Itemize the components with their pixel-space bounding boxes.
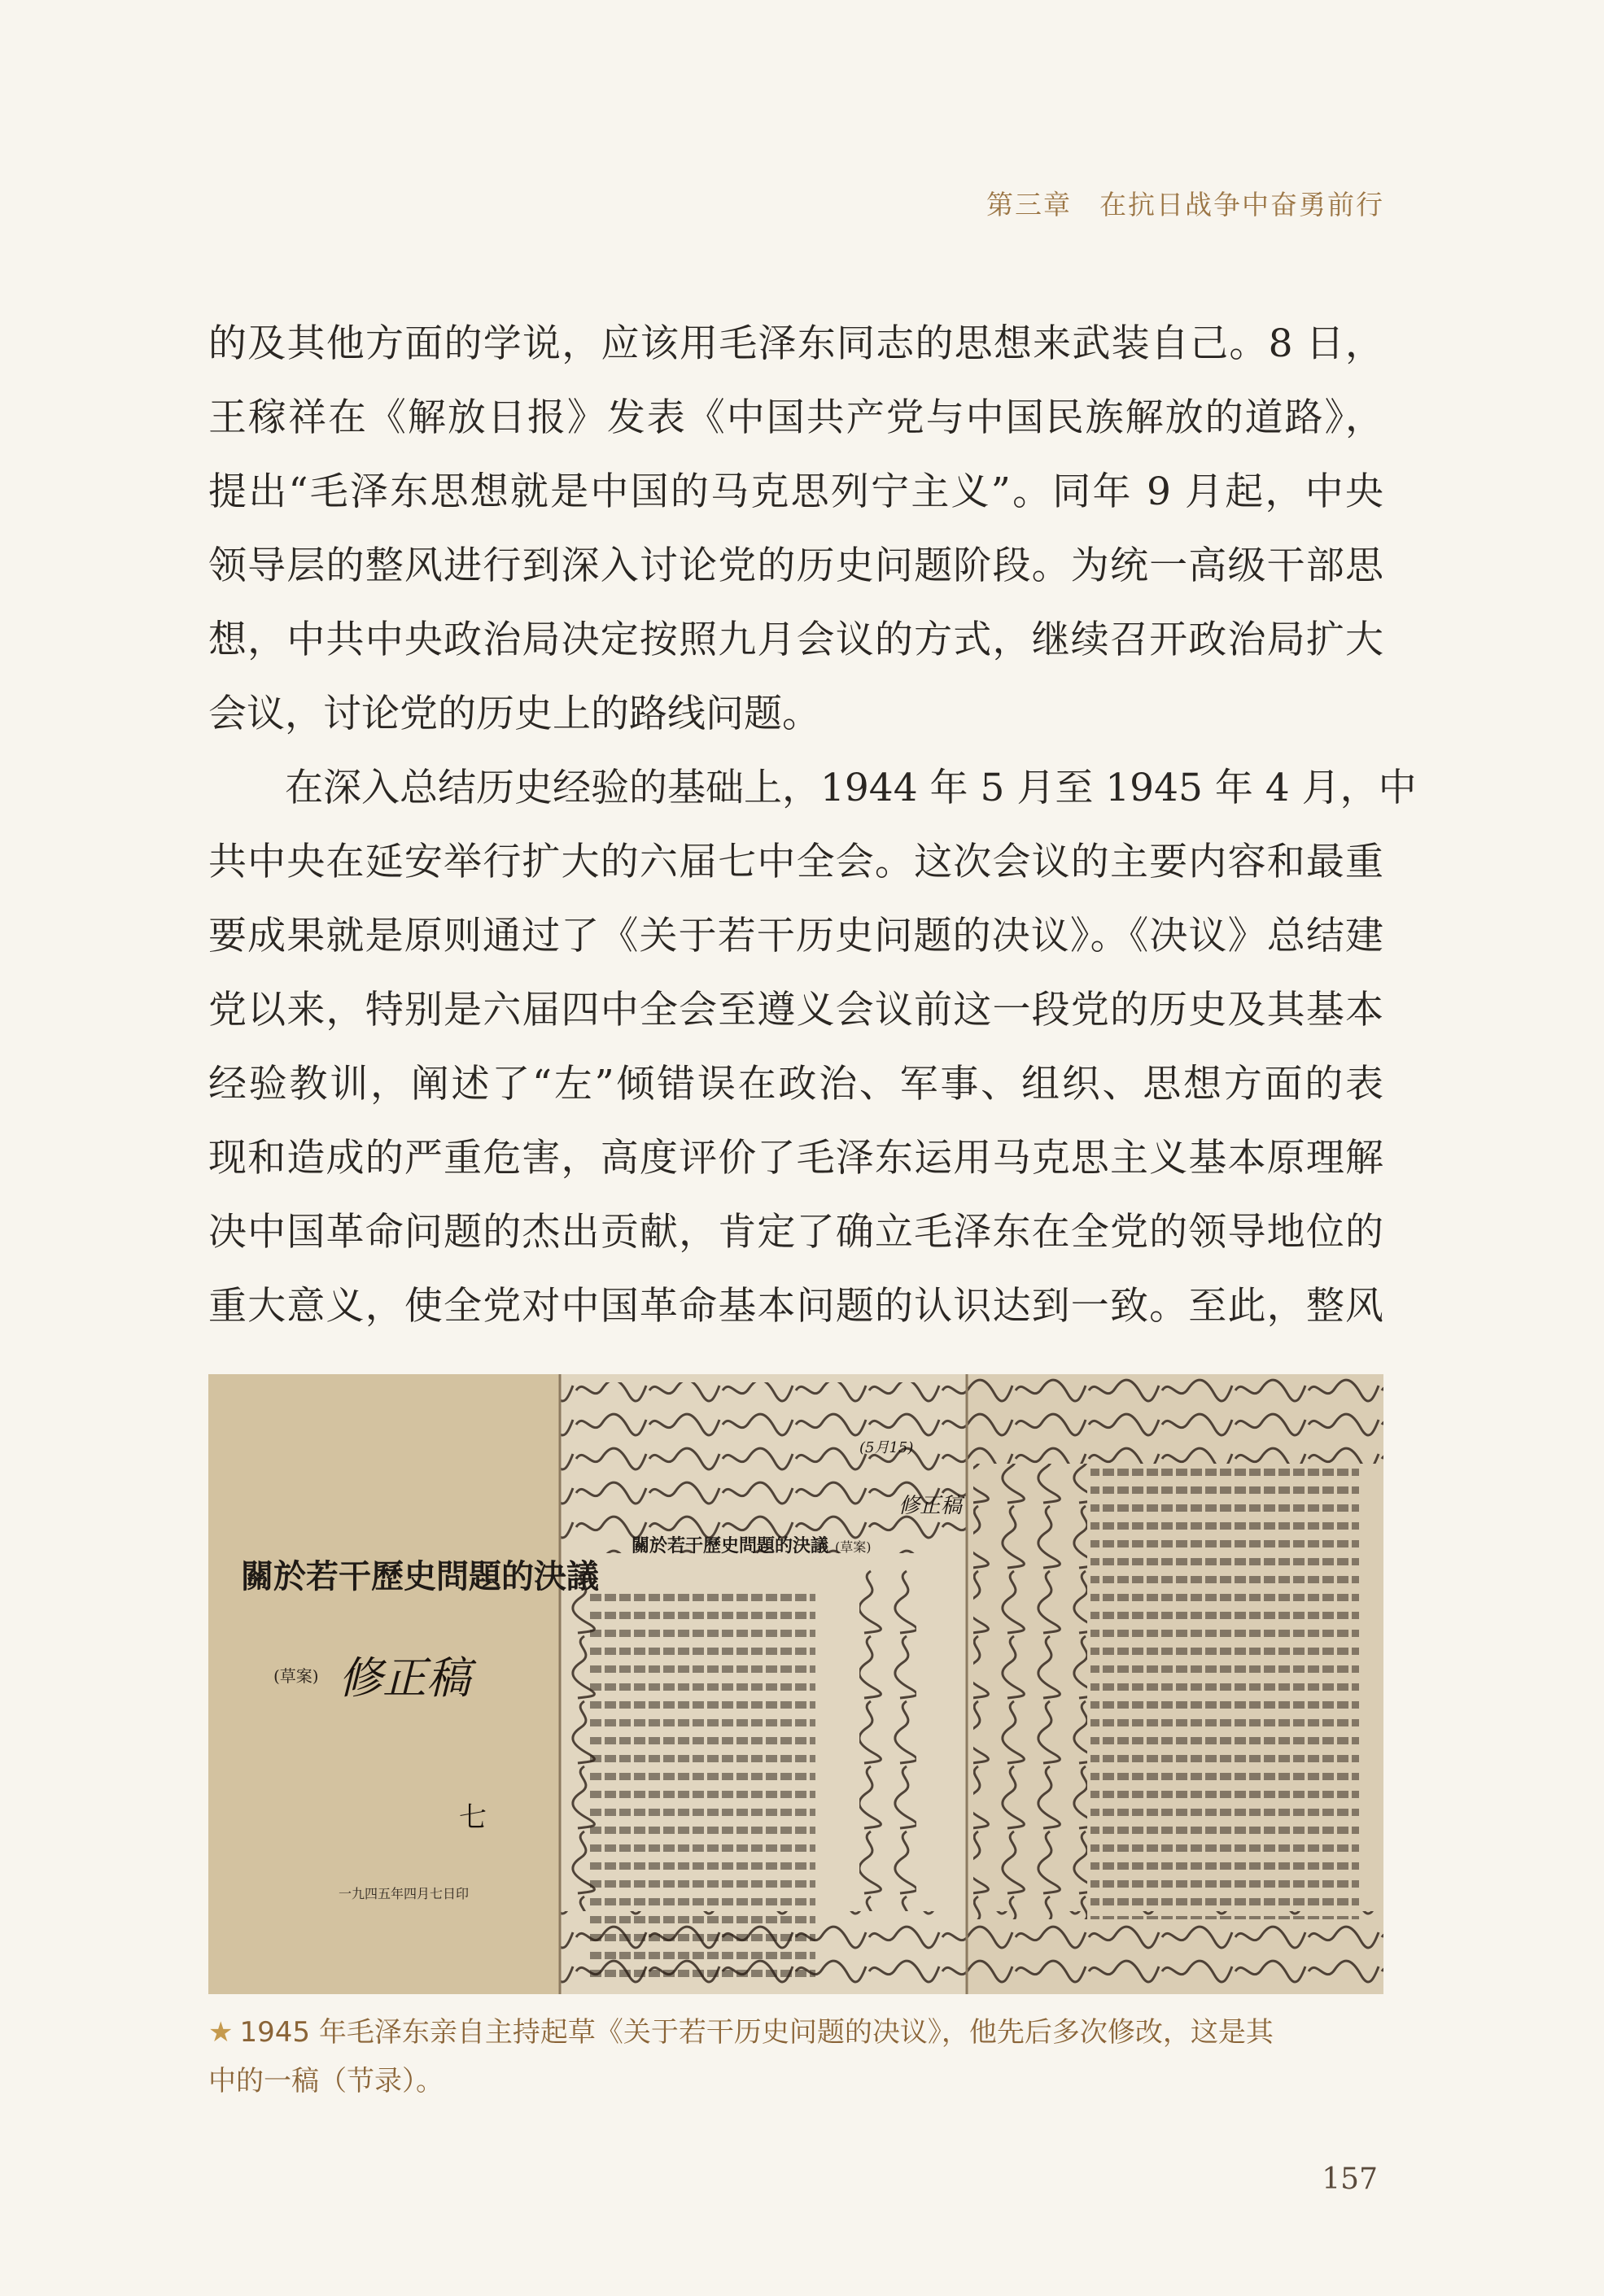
text-line: 会议，讨论党的历史上的路线问题。 — [208, 692, 820, 736]
paragraph-2 — [208, 751, 1417, 1343]
text-line: 想，中共中央政治局决定按照九月会议的方式，继续召开政治局扩大 — [208, 618, 1383, 662]
cover-handwritten-note: 修正稿 — [339, 1652, 470, 1704]
inner-draft-label: (草案) — [835, 1539, 872, 1555]
text-line: 经验教训，阐述了“左”倾错误在政治、军事、组织、思想方面的表 — [208, 1062, 1383, 1107]
cover-title: 關於若干歷史問題的決議 — [241, 1557, 599, 1595]
text-line: 现和造成的严重危害，高度评价了毛泽东运用马克思主义基本原理解 — [208, 1136, 1383, 1181]
historical-document-photo — [208, 1374, 1383, 1994]
caption-line-2: 中的一稿（节录）。 — [208, 2065, 444, 2097]
cover-date: 一九四五年四月七日印 — [339, 1886, 470, 1901]
star-icon: ★ — [208, 2016, 234, 2049]
text-line: 要成果就是原则通过了《关于若干历史问题的决议》。《决议》总结建 — [208, 914, 1383, 958]
text-line: 决中国革命问题的杰出贡献，肯定了确立毛泽东在全党的领导地位的 — [208, 1210, 1383, 1255]
caption-line-1 — [208, 2008, 1383, 2057]
cover-number: 七 — [459, 1801, 487, 1834]
text-line: 领导层的整风进行到深入讨论党的历史问题阶段。为统一高级干部思 — [208, 543, 1383, 588]
cover-draft-label: (草案) — [273, 1666, 319, 1686]
figure-caption — [208, 2008, 1383, 2106]
text-line: 提出“毛泽东思想就是中国的马克思列宁主义”。同年 9 月起，中央 — [208, 469, 1383, 514]
paragraph-1 — [208, 307, 1383, 751]
chapter-title: 在抗日战争中奋勇前行 — [1099, 189, 1384, 220]
caption-text-1: 1945 年毛泽东亲自主持起草《关于若干历史问题的决议》，他先后多次修改，这是其 — [239, 2016, 1274, 2049]
text-line: 共中央在延安举行扩大的六届七中全会。这次会议的主要内容和最重 — [208, 840, 1383, 884]
text-line: 重大意义，使全党对中国革命基本问题的认识达到一致。至此，整风 — [208, 1284, 1383, 1329]
text-line: 党以来，特别是六届四中全会至遵义会议前这一段党的历史及其基本 — [208, 988, 1383, 1032]
inner-handwritten-note: 修正稿 — [898, 1494, 963, 1518]
text-line: 的及其他方面的学说，应该用毛泽东同志的思想来武装自己。8 日， — [208, 321, 1383, 366]
text-line: 王稼祥在《解放日报》发表《中国共产党与中国民族解放的道路》， — [208, 395, 1383, 440]
inner-page-mark: (5月15) — [859, 1439, 914, 1456]
chapter-number: 第三章 — [986, 189, 1072, 220]
manuscript-image — [208, 1374, 1383, 1994]
inner-title: 關於若干歷史問題的決議 — [632, 1535, 829, 1556]
page-number: 157 — [1322, 2163, 1378, 2196]
running-header — [986, 184, 1384, 222]
text-line: 在深入总结历史经验的基础上，1944 年 5 月至 1945 年 4 月，中 — [285, 766, 1417, 810]
